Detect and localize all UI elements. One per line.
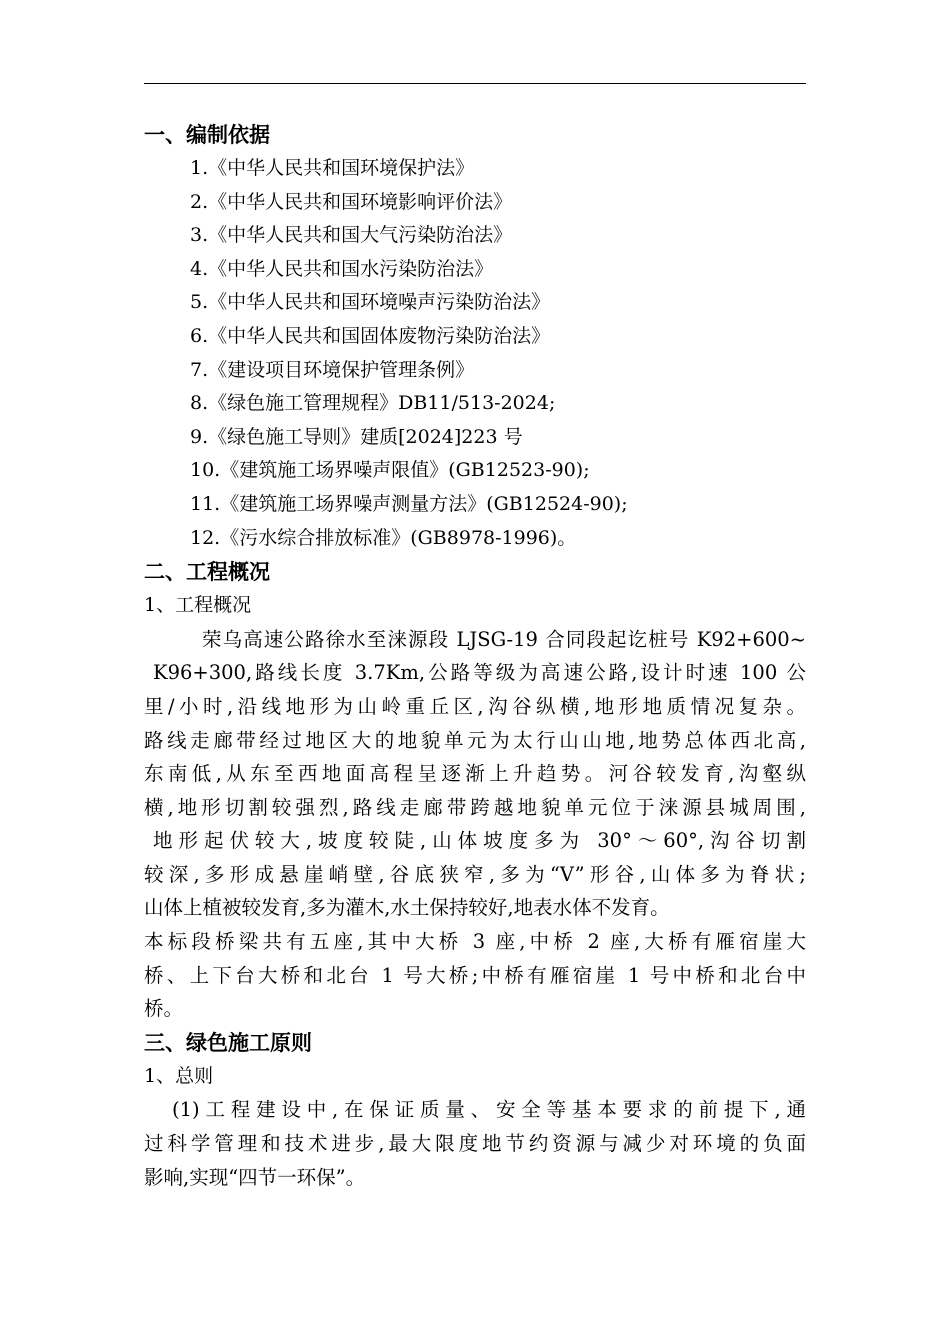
- reference-item: 12.《污水综合排放标准》(GB8978-1996)。: [190, 526, 577, 549]
- section-heading-overview: 二、工程概况: [144, 560, 270, 585]
- paragraph-line: K96+300,路线长度 3.7Km,公路等级为高速公路,设计时速 100 公: [153, 661, 806, 685]
- header-rule: [144, 83, 806, 84]
- reference-item: 3.《中华人民共和国大气污染防治法》: [190, 224, 513, 247]
- reference-item: 4.《中华人民共和国水污染防治法》: [190, 257, 494, 280]
- paragraph-line: 横,地形切割较强烈,路线走廊带跨越地貌单元位于涞源县城周围,: [144, 795, 806, 819]
- reference-item: 1.《中华人民共和国环境保护法》: [190, 157, 475, 179]
- principles-paragraph: [144, 1093, 806, 1194]
- paragraph-line: 山体上植被较发育,多为灌木,水土保持较好,地表水体不发育。: [144, 896, 670, 920]
- paragraph-line: (1)工程建设中,在保证质量、安全等基本要求的前提下,通: [172, 1098, 806, 1122]
- reference-item: 5.《中华人民共和国环境噪声污染防治法》: [190, 291, 551, 314]
- paragraph-line: 路线走廊带经过地区大的地貌单元为太行山山地,地势总体西北高,: [144, 728, 806, 752]
- reference-item: 6.《中华人民共和国固体废物污染防治法》: [190, 324, 551, 347]
- section-heading-basis: 一、编制依据: [144, 123, 270, 147]
- section-heading-principles: 三、绿色施工原则: [144, 1030, 312, 1055]
- reference-list: [144, 152, 806, 555]
- reference-item: 10.《建筑施工场界噪声限值》(GB12523-90);: [190, 459, 590, 482]
- paragraph-line: 里/小时,沿线地形为山岭重丘区,沟谷纵横,地形地质情况复杂。: [144, 694, 806, 718]
- paragraph-line: 桥、上下台大桥和北台 1 号大桥;中桥有雁宿崖 1 号中桥和北台中: [144, 963, 806, 987]
- reference-item: 11.《建筑施工场界噪声测量方法》(GB12524-90);: [190, 492, 628, 515]
- paragraph-line: 地形起伏较大,坡度较陡,山体坡度多为 30°～60°,沟谷切割: [153, 829, 806, 853]
- reference-item: 2.《中华人民共和国环境影响评价法》: [190, 190, 513, 213]
- overview-paragraph: [144, 623, 806, 1026]
- paragraph-line: 较深,多形成悬崖峭壁,谷底狭窄,多为“V”形谷,山体多为脊状;: [144, 862, 806, 886]
- paragraph-line: 桥。: [144, 997, 184, 1021]
- reference-item: 7.《建设项目环境保护管理条例》: [190, 358, 475, 381]
- subheading-general: 1、总则: [144, 1064, 214, 1087]
- paragraph-line: 本标段桥梁共有五座,其中大桥 3 座,中桥 2 座,大桥有雁宿崖大: [144, 930, 806, 954]
- paragraph-line: 东南低,从东至西地面高程呈逐渐上升趋势。河谷较发育,沟壑纵: [144, 762, 806, 786]
- document-body: [144, 118, 806, 1194]
- paragraph-line: 荣乌高速公路徐水至涞源段 LJSG-19 合同段起讫桩号 K92+600~: [202, 627, 806, 651]
- subheading-overview: 1、工程概况: [144, 594, 252, 617]
- paragraph-line: 过科学管理和技术进步,最大限度地节约资源与减少对环境的负面: [144, 1132, 806, 1156]
- reference-item: 8.《绿色施工管理规程》DB11/513-2024;: [190, 392, 556, 415]
- paragraph-line: 影响,实现“四节一环保”。: [144, 1165, 366, 1189]
- reference-item: 9.《绿色施工导则》建质[2024]223 号: [190, 425, 523, 448]
